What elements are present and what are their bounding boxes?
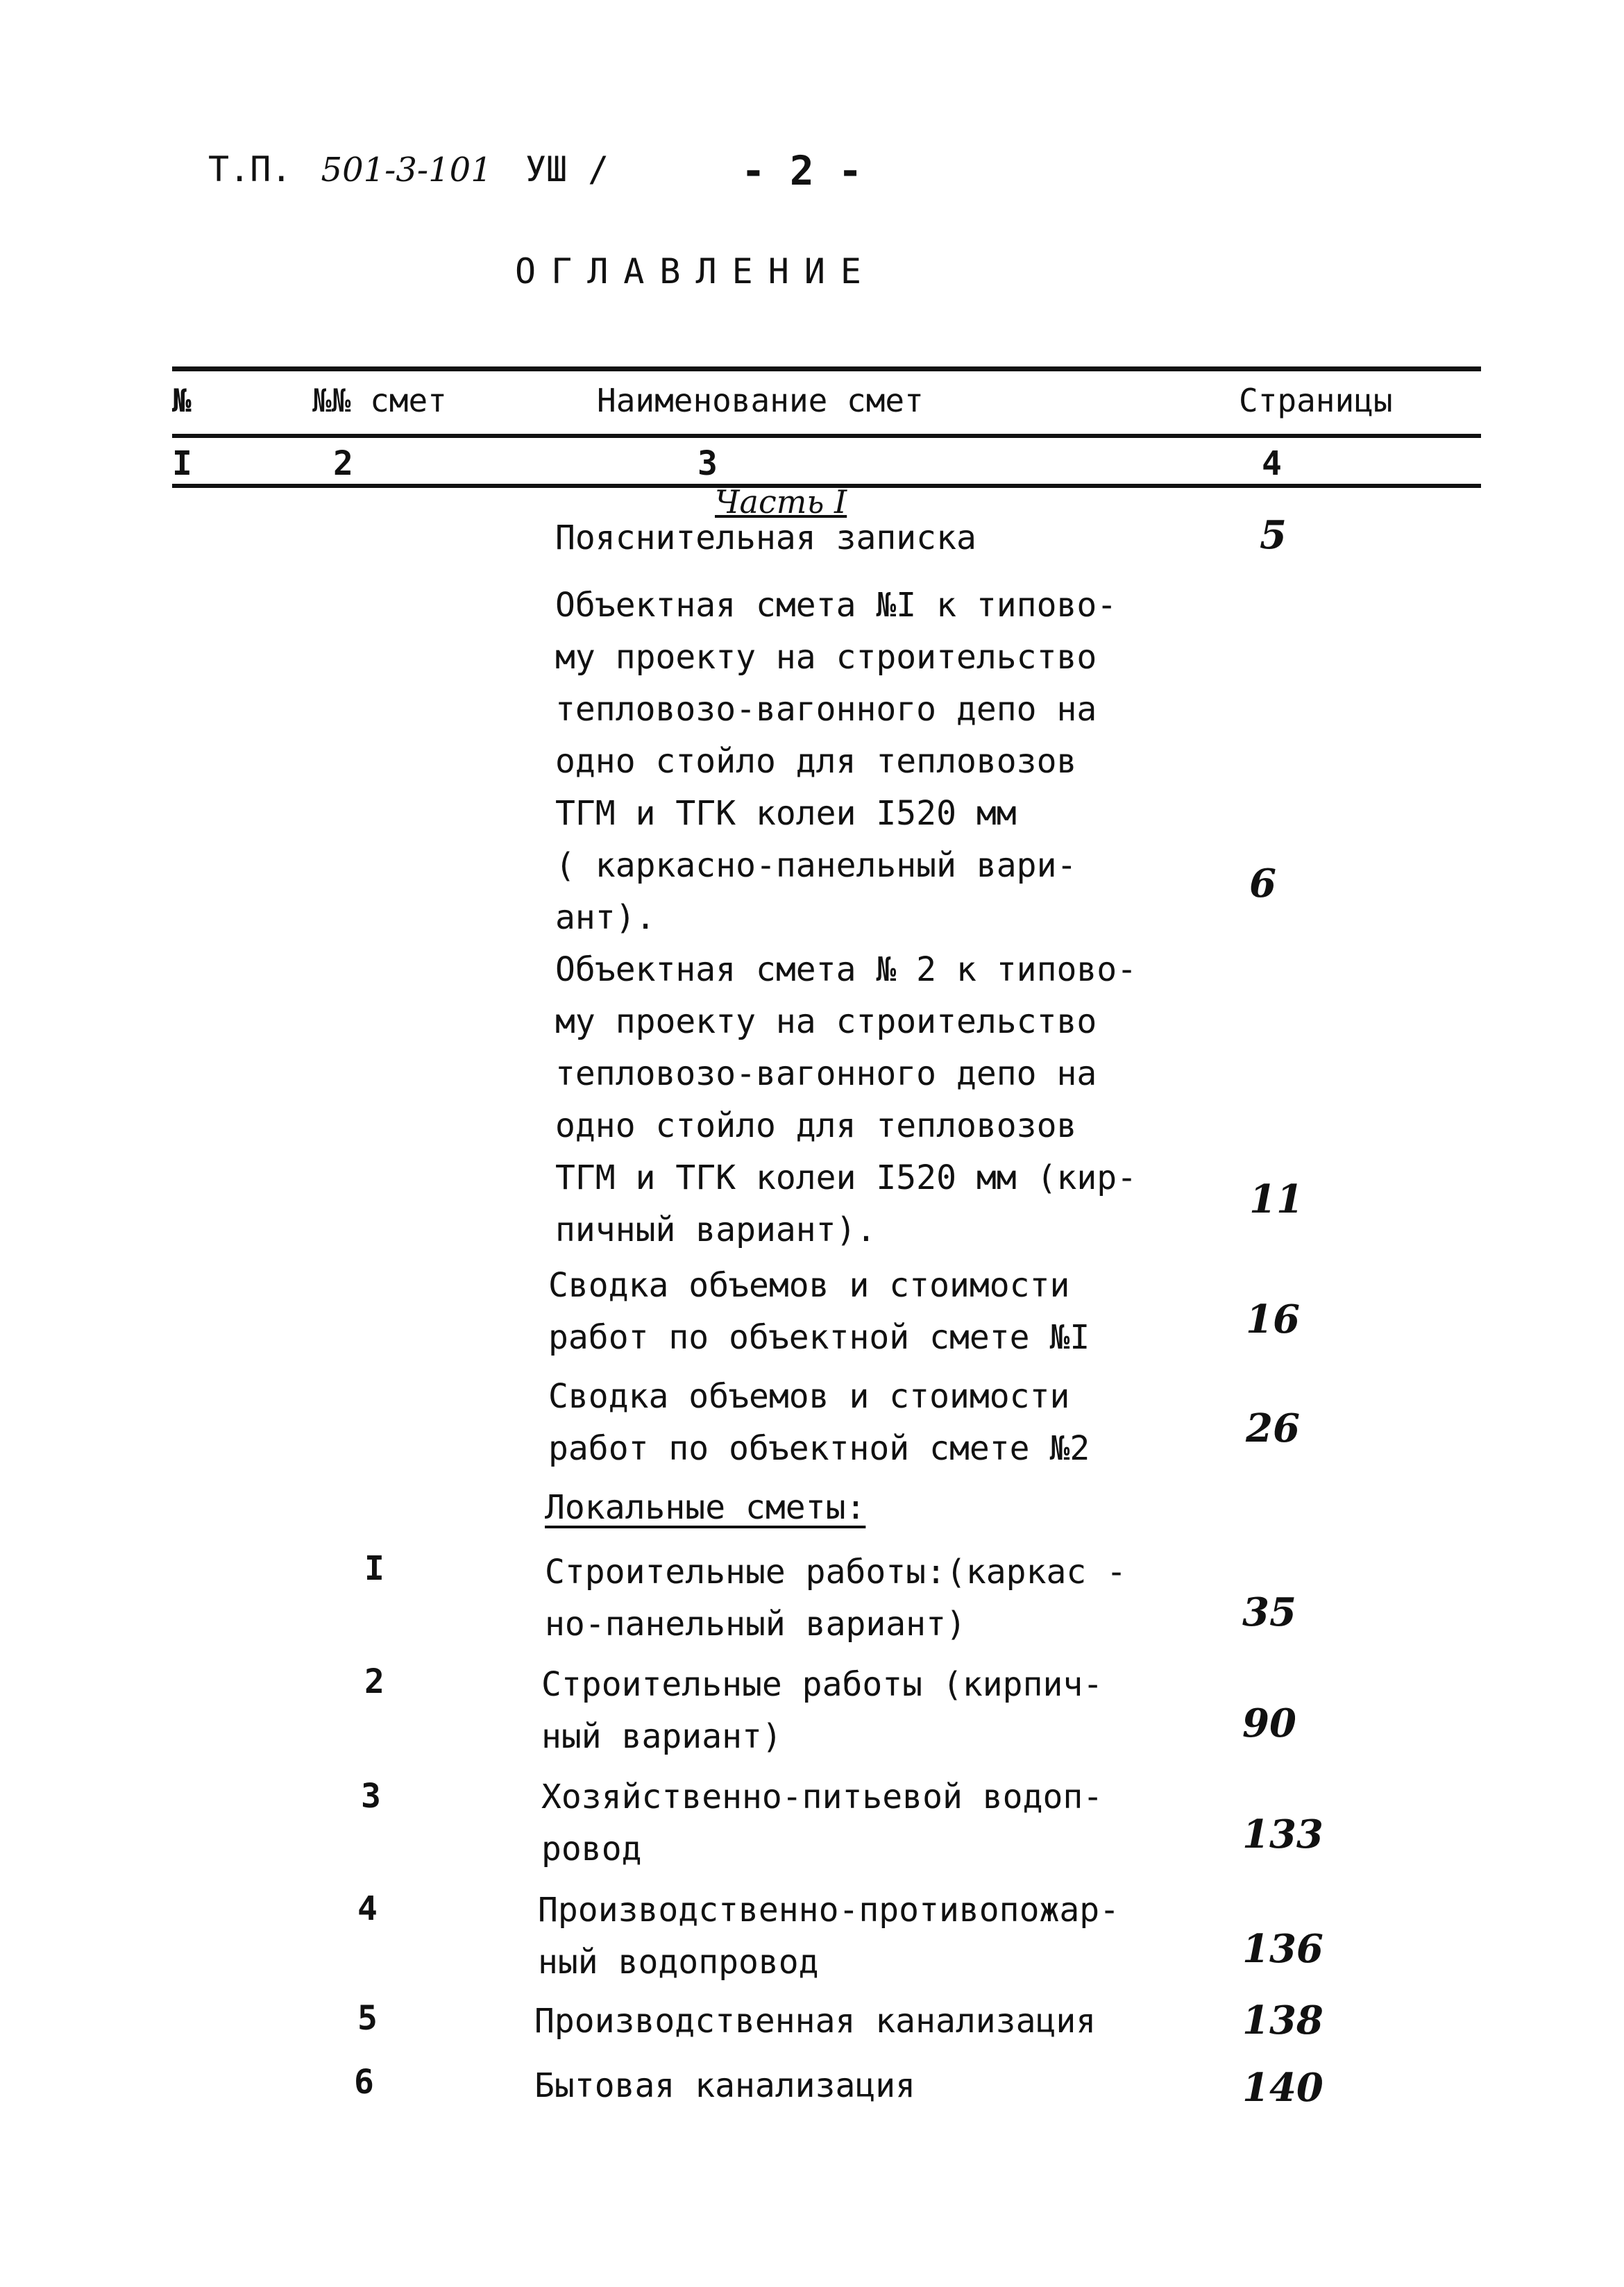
col-number-2: 2 bbox=[333, 444, 353, 483]
entry-page: 35 bbox=[1242, 1589, 1296, 1635]
entry-number: 5 bbox=[357, 1999, 378, 2038]
entry-local-4: Производственно-противопожар- ный водопровод bbox=[538, 1891, 1120, 1982]
part-label: Часть I bbox=[715, 483, 847, 521]
entry-number: 4 bbox=[357, 1889, 378, 1928]
entry-number: 3 bbox=[361, 1777, 381, 1816]
entry-number: I bbox=[364, 1549, 384, 1588]
entry-local-estimates-heading: Локальные сметы: bbox=[545, 1488, 866, 1527]
table-top-rule bbox=[172, 366, 1481, 371]
entry-page: 16 bbox=[1246, 1297, 1300, 1342]
entry-summary-2: Сводка объемов и стоимости работ по объектной смете №2 bbox=[548, 1377, 1090, 1468]
header-volume: УШ / bbox=[525, 149, 609, 189]
entry-local-3: Хозяйственно-питьевой водоп- ровод bbox=[541, 1778, 1103, 1868]
entry-page: 136 bbox=[1242, 1926, 1323, 1972]
col-header-pages: Страницы bbox=[1239, 382, 1393, 419]
col-header-estimate-name: Наименование смет bbox=[597, 382, 924, 419]
col-header-number: № bbox=[172, 382, 192, 419]
table-header-rule bbox=[172, 434, 1481, 438]
page-number: - 2 - bbox=[741, 147, 863, 194]
document-title: ОГЛАВЛЕНИЕ bbox=[515, 251, 877, 292]
header-code: 501-3-101 bbox=[321, 151, 492, 189]
header-prefix: Т.П. bbox=[208, 149, 292, 189]
entry-object-estimate-1: Объектная смета №I к типово- му проекту на строительство тепловозо-вагонного депо на одно стойло для тепловозов ТГМ и ТГК колеи I520 мм ( каркасно-панельный вари- ант). bbox=[555, 586, 1117, 937]
entry-page: 133 bbox=[1242, 1812, 1323, 1857]
entry-page: 5 bbox=[1260, 512, 1287, 558]
entry-explanatory-note: Пояснительная записка bbox=[555, 518, 976, 557]
entry-summary-1: Сводка объемов и стоимости работ по объектной смете №I bbox=[548, 1266, 1090, 1357]
col-number-3: 3 bbox=[697, 444, 718, 483]
entry-page: 138 bbox=[1242, 1998, 1323, 2043]
entry-local-6: Бытовая канализация bbox=[534, 2066, 916, 2105]
document-header bbox=[208, 149, 609, 189]
entry-page: 6 bbox=[1249, 861, 1276, 906]
col-header-estimate-numbers: №№ смет bbox=[312, 382, 447, 419]
col-number-1: I bbox=[172, 444, 192, 483]
entry-local-5: Производственная канализация bbox=[534, 2002, 1097, 2041]
entry-page: 26 bbox=[1246, 1406, 1300, 1451]
entry-page: 140 bbox=[1242, 2065, 1323, 2111]
entry-page: 11 bbox=[1249, 1176, 1303, 1222]
entry-object-estimate-2: Объектная смета № 2 к типово- му проекту на строительство тепловозо-вагонного депо на одно стойло для тепловозов ТГМ и ТГК колеи I520 мм (кир- пичный вариант). bbox=[555, 950, 1137, 1249]
entry-page: 90 bbox=[1242, 1701, 1296, 1746]
entry-number: 2 bbox=[364, 1662, 384, 1701]
entry-local-2: Строительные работы (кирпич- ный вариант) bbox=[541, 1665, 1103, 1756]
entry-local-1: Строительные работы:(каркас - но-панельный вариант) bbox=[545, 1553, 1127, 1644]
col-number-4: 4 bbox=[1262, 444, 1282, 483]
entry-number: 6 bbox=[354, 2063, 374, 2102]
